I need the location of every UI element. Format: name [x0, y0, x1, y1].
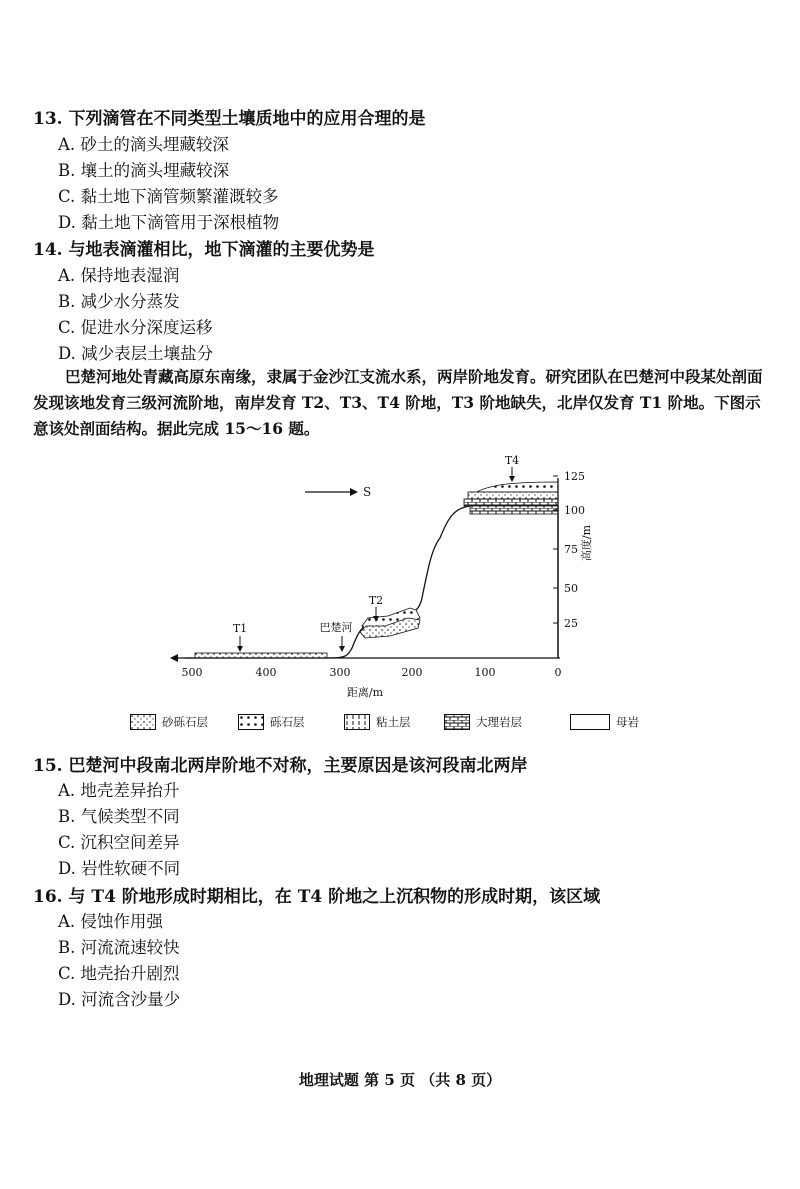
bedrock-swatch-icon	[570, 714, 610, 730]
question-16-option-d: D. 河流含沙量少	[58, 990, 181, 1009]
question-14-option-c: C. 促进水分深度运移	[58, 318, 213, 337]
question-15-option-c: C. 沉积空间差异	[58, 833, 180, 852]
x-tick-400: 400	[255, 666, 277, 679]
question-14-stem: 14. 与地表滴灌相比，地下滴灌的主要优势是	[33, 240, 375, 260]
direction-indicator	[305, 485, 371, 499]
legend-clay-label: 粘土层	[376, 715, 411, 729]
y-tick-75: 75	[564, 543, 578, 556]
question-15-option-d: D. 岩性软硬不同	[58, 859, 181, 878]
t1-arrow-icon	[237, 646, 243, 652]
question-13-option-b: B. 壤土的滴头埋藏较深	[58, 161, 230, 180]
passage-text: 巴楚河地处青藏高原东南缘，隶属于金沙江支流水系，两岸阶地发育。研究团队在巴楚河中段某处剖面发现该地发育三级河流阶地，南岸发育 T2、T3、T4 阶地，T3 阶地缺失，北岸仅发育 T1 阶地。下图示意该处剖面结构。据此完成 15～16 题。	[33, 367, 763, 438]
legend-gravel-sand-label: 砂砾石层	[162, 715, 208, 729]
question-16-option-c: C. 地壳抬升剧烈	[58, 964, 180, 983]
y-axis-label: 高度/m	[580, 524, 593, 562]
t4-arrow-icon	[509, 476, 515, 482]
question-13-option-a: A. 砂土的滴头埋藏较深	[58, 135, 229, 154]
gravel-sand-swatch-icon	[130, 714, 156, 730]
river-arrow-icon	[339, 646, 345, 652]
x-tick-500: 500	[181, 666, 203, 679]
question-13-option-d: D. 黏土地下滴管用于深根植物	[58, 213, 280, 232]
legend-gravel-sand	[130, 714, 208, 730]
question-16-stem: 16. 与 T4 阶地形成时期相比，在 T4 阶地之上沉积物的形成时期，该区域	[33, 887, 601, 907]
t1-gravel-sand-layer	[195, 653, 327, 658]
question-15-option-b: B. 气候类型不同	[58, 807, 180, 826]
y-tick-100: 100	[564, 504, 585, 517]
y-tick-25: 25	[564, 617, 578, 630]
x-tick-100: 100	[474, 666, 496, 679]
clay-swatch-icon	[344, 714, 370, 730]
legend-bedrock	[570, 714, 639, 730]
t4-marble-layer	[464, 499, 558, 506]
x-axis-arrow-icon	[170, 654, 178, 662]
legend-clay	[344, 714, 411, 730]
marble-swatch-icon	[444, 714, 470, 730]
y-tick-50: 50	[564, 582, 578, 595]
legend-marble-label: 大理岩层	[476, 715, 522, 729]
river-label: 巴楚河	[319, 621, 353, 634]
x-tick-labels	[182, 666, 562, 679]
direction-label: S	[363, 485, 372, 499]
t4-marble-lower-layer	[470, 506, 558, 514]
terrace-profile-figure	[170, 448, 600, 708]
question-14-option-d: D. 减少表层土壤盐分	[58, 344, 214, 363]
gravel-swatch-icon	[238, 714, 264, 730]
terrace-label-t1: T1	[232, 622, 248, 635]
legend-gravel	[238, 714, 305, 730]
question-15-stem: 15. 巴楚河中段南北两岸阶地不对称，主要原因是该河段南北两岸	[33, 756, 528, 776]
question-13-stem: 13. 下列滴管在不同类型土壤质地中的应用合理的是	[33, 109, 426, 129]
figure-legend	[130, 714, 650, 738]
t4-gravel-sand-layer	[468, 492, 558, 499]
x-tick-0: 0	[554, 666, 562, 679]
legend-marble	[444, 714, 522, 730]
x-tick-300: 300	[329, 666, 351, 679]
question-16-option-a: A. 侵蚀作用强	[58, 912, 163, 931]
question-16-option-b: B. 河流流速较快	[58, 938, 180, 957]
question-14-option-a: A. 保持地表湿润	[58, 266, 180, 285]
legend-bedrock-label: 母岩	[616, 715, 639, 729]
x-axis-label: 距离/m	[346, 686, 384, 699]
t4-gravel-layer	[470, 482, 558, 493]
terrace-label-t4: T4	[504, 454, 520, 467]
y-tick-125: 125	[564, 470, 585, 483]
legend-gravel-label: 砾石层	[270, 715, 305, 729]
question-15-option-a: A. 地壳差异抬升	[58, 781, 180, 800]
x-tick-200: 200	[401, 666, 423, 679]
terrace-label-t2: T2	[368, 594, 384, 607]
page-footer: 地理试题 第 5 页 （共 8 页）	[298, 1071, 502, 1089]
question-13-option-c: C. 黏土地下滴管频繁灌溉较多	[58, 187, 279, 206]
question-14-option-b: B. 减少水分蒸发	[58, 292, 180, 311]
